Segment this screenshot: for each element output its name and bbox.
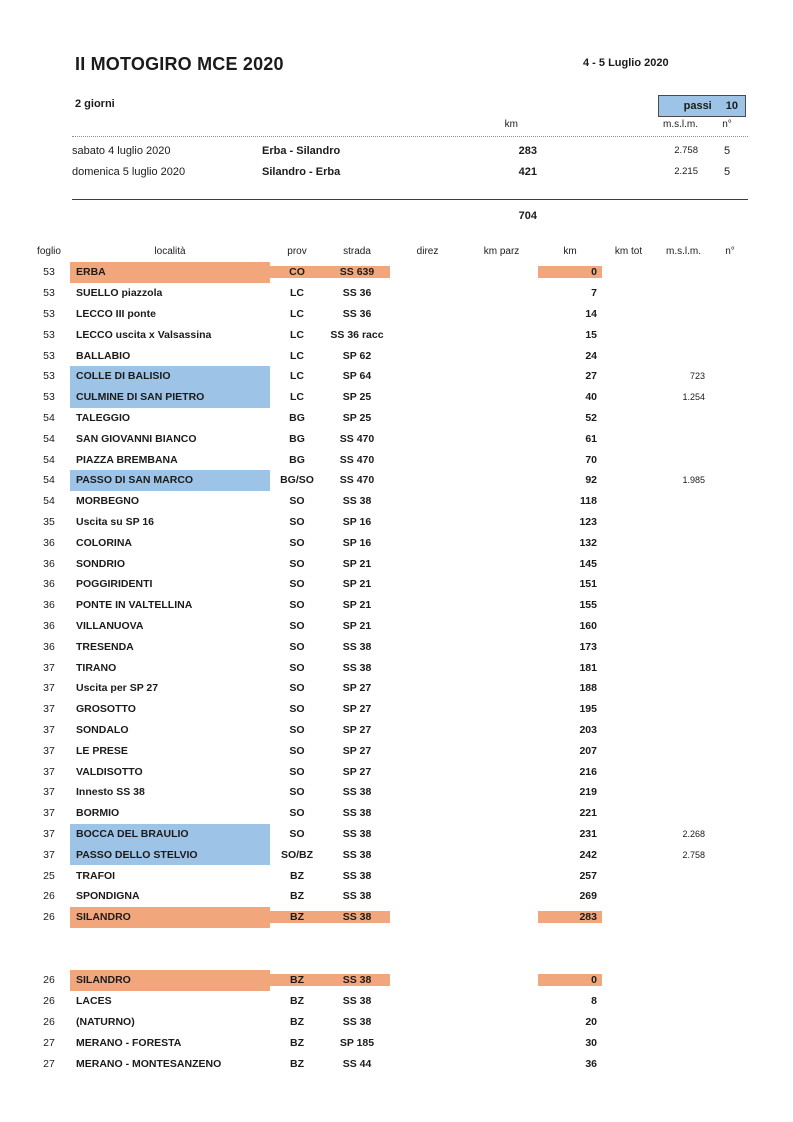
table-row xyxy=(28,345,748,366)
cell-km: 14 xyxy=(585,307,597,320)
cell-prov: SO xyxy=(289,599,305,612)
cell-localita: PONTE IN VALTELLINA xyxy=(76,599,193,612)
cell-km: 155 xyxy=(579,599,597,612)
cell-foglio: 53 xyxy=(43,391,55,404)
cell-km: 145 xyxy=(579,557,597,570)
table-row xyxy=(28,907,748,928)
table-row xyxy=(28,1032,748,1053)
day-passes-count: 5 xyxy=(723,165,731,178)
cell-km: 257 xyxy=(579,869,597,882)
cell-km: 207 xyxy=(579,744,597,757)
cell-prov: SO xyxy=(289,744,305,757)
table-row xyxy=(28,678,748,699)
table-row xyxy=(28,782,748,803)
cell-strada: SP 27 xyxy=(342,744,372,757)
cell-prov: BZ xyxy=(290,869,304,882)
cell-foglio: 35 xyxy=(43,515,55,528)
table-row xyxy=(28,574,748,595)
cell-localita: GROSOTTO xyxy=(76,703,136,716)
total-row xyxy=(72,205,748,226)
cell-km: 242 xyxy=(579,848,597,861)
cell-foglio: 27 xyxy=(43,1036,55,1049)
cell-foglio: 37 xyxy=(43,807,55,820)
day-max-altitude: 2.215 xyxy=(674,166,698,177)
cell-strada: SS 470 xyxy=(339,474,375,487)
cell-km: 27 xyxy=(585,370,597,383)
cell-strada: SS 36 racc xyxy=(330,328,384,341)
table-row xyxy=(28,262,748,283)
cell-strada: SS 470 xyxy=(339,432,375,445)
day-date: sabato 4 luglio 2020 xyxy=(72,144,171,157)
column-header-mslm: m.s.l.m. xyxy=(666,246,701,257)
cell-strada: SS 38 xyxy=(342,848,372,861)
cell-prov: SO xyxy=(289,495,305,508)
cell-km: 188 xyxy=(579,682,597,695)
cell-strada: SP 27 xyxy=(342,765,372,778)
cell-prov: BG/SO xyxy=(280,474,314,487)
cell-strada: SS 36 xyxy=(342,287,372,300)
table-row xyxy=(28,387,748,408)
cell-foglio: 37 xyxy=(43,744,55,757)
cell-prov: BZ xyxy=(290,1015,304,1028)
cell-prov: SO xyxy=(289,765,305,778)
cell-strada: SS 639 xyxy=(324,266,390,278)
cell-localita: Innesto SS 38 xyxy=(76,786,145,799)
date-range: 4 - 5 Luglio 2020 xyxy=(583,57,669,69)
column-header-strada: strada xyxy=(343,246,371,257)
cell-prov: BZ xyxy=(270,974,324,986)
cell-localita: TALEGGIO xyxy=(76,411,131,424)
day-route: Silandro - Erba xyxy=(262,165,341,178)
cell-localita: SPONDIGNA xyxy=(76,890,140,903)
cell-foglio: 53 xyxy=(43,349,55,362)
column-header-km-parz: km parz xyxy=(483,246,520,257)
cell-localita: LECCO III ponte xyxy=(76,307,156,320)
day-route: Erba - Silandro xyxy=(262,144,341,157)
cell-prov: BZ xyxy=(290,1036,304,1049)
cell-foglio: 26 xyxy=(43,890,55,903)
cell-foglio: 53 xyxy=(43,307,55,320)
cell-localita: MERANO - MONTESANZENO xyxy=(76,1057,222,1070)
cell-foglio: 53 xyxy=(43,370,55,383)
cell-strada: SS 38 xyxy=(342,495,372,508)
cell-km: 52 xyxy=(585,411,597,424)
cell-prov: LC xyxy=(290,370,304,383)
passi-label: passi xyxy=(683,100,712,112)
cell-strada: SP 27 xyxy=(342,703,372,716)
cell-prov: SO xyxy=(289,703,305,716)
cell-localita: MORBEGNO xyxy=(76,495,139,508)
cell-strada: SS 38 xyxy=(324,911,390,923)
cell-prov: SO xyxy=(289,640,305,653)
table-row xyxy=(28,304,748,325)
cell-foglio: 36 xyxy=(43,557,55,570)
cell-km: 0 xyxy=(538,974,602,986)
table-row xyxy=(28,1053,748,1074)
day1-waypoint-rows xyxy=(28,262,748,928)
cell-foglio: 54 xyxy=(43,432,55,445)
cell-km: 7 xyxy=(591,287,597,300)
table-row xyxy=(28,324,748,345)
cell-prov: BZ xyxy=(290,1057,304,1070)
cell-strada: SS 38 xyxy=(342,827,372,840)
cell-localita: TRESENDA xyxy=(76,640,134,653)
cell-localita: Uscita per SP 27 xyxy=(76,682,159,695)
cell-strada: SP 16 xyxy=(342,515,372,528)
cell-strada: SP 185 xyxy=(339,1036,375,1049)
cell-foglio: 36 xyxy=(43,536,55,549)
cell-strada: SP 27 xyxy=(342,723,372,736)
cell-localita: VALDISOTTO xyxy=(76,765,143,778)
cell-km: 8 xyxy=(591,995,597,1008)
cell-prov: BG xyxy=(289,453,305,466)
cell-strada: SS 38 xyxy=(342,995,372,1008)
cell-foglio: 54 xyxy=(43,495,55,508)
cell-localita: LECCO uscita x Valsassina xyxy=(76,328,212,341)
cell-localita: Uscita su SP 16 xyxy=(76,515,155,528)
cell-km: 0 xyxy=(538,266,602,278)
cell-strada: SP 16 xyxy=(342,536,372,549)
table-row xyxy=(28,512,748,533)
cell-km: 92 xyxy=(585,474,597,487)
table-row xyxy=(28,824,748,845)
cell-prov: BZ xyxy=(270,911,324,923)
day-passes-count: 5 xyxy=(723,144,731,157)
table-row xyxy=(28,595,748,616)
table-row xyxy=(28,720,748,741)
cell-prov: BZ xyxy=(290,890,304,903)
cell-foglio: 36 xyxy=(43,578,55,591)
day-date: domenica 5 luglio 2020 xyxy=(72,165,186,178)
cell-localita: SAN GIOVANNI BIANCO xyxy=(76,432,197,445)
cell-prov: BG xyxy=(289,411,305,424)
cell-localita: SILANDRO xyxy=(70,907,270,928)
total-divider xyxy=(72,199,748,200)
day-max-altitude: 2.758 xyxy=(674,145,698,156)
cell-strada: SS 44 xyxy=(342,1057,372,1070)
cell-km: 24 xyxy=(585,349,597,362)
column-header-direz: direz xyxy=(416,246,439,257)
cell-localita: BOCCA DEL BRAULIO xyxy=(70,824,270,845)
cell-mslm: 2.758 xyxy=(682,849,705,860)
table-row xyxy=(28,699,748,720)
cell-strada: SP 25 xyxy=(342,411,372,424)
cell-localita: LACES xyxy=(76,995,112,1008)
cell-strada: SP 21 xyxy=(342,619,372,632)
cell-foglio: 27 xyxy=(43,1057,55,1070)
cell-km: 181 xyxy=(579,661,597,674)
table-row xyxy=(28,553,748,574)
table-row xyxy=(28,366,748,387)
cell-strada: SP 27 xyxy=(342,682,372,695)
cell-foglio: 53 xyxy=(43,266,55,279)
cell-km: 123 xyxy=(579,515,597,528)
cell-strada: SS 38 xyxy=(342,786,372,799)
table-row xyxy=(28,470,748,491)
cell-km: 269 xyxy=(579,890,597,903)
cell-prov: SO xyxy=(289,515,305,528)
cell-localita: SILANDRO xyxy=(70,970,270,991)
cell-prov: LC xyxy=(290,287,304,300)
unit-n-label: n° xyxy=(722,118,732,130)
table-row xyxy=(28,636,748,657)
cell-localita: VILLANUOVA xyxy=(76,619,144,632)
passi-box xyxy=(658,95,746,117)
cell-foglio: 37 xyxy=(43,786,55,799)
cell-prov: BG xyxy=(289,432,305,445)
cell-prov: SO xyxy=(289,786,305,799)
cell-foglio: 26 xyxy=(43,911,55,924)
cell-localita: SONDALO xyxy=(76,723,129,736)
cell-km: 203 xyxy=(579,723,597,736)
day-km: 421 xyxy=(518,165,537,178)
cell-km: 20 xyxy=(585,1015,597,1028)
column-header-prov: prov xyxy=(287,246,307,257)
day2-waypoint-rows xyxy=(28,970,748,1074)
cell-foglio: 26 xyxy=(43,995,55,1008)
dotted-divider xyxy=(72,136,748,137)
cell-km: 195 xyxy=(579,703,597,716)
summary-days xyxy=(72,140,748,182)
page-title: II MOTOGIRO MCE 2020 xyxy=(75,54,284,74)
cell-foglio: 53 xyxy=(43,287,55,300)
cell-localita: COLLE DI BALISIO xyxy=(70,366,270,387)
cell-mslm: 1.254 xyxy=(682,392,705,403)
cell-localita: SUELLO piazzola xyxy=(76,287,163,300)
cell-foglio: 36 xyxy=(43,599,55,612)
table-row xyxy=(28,803,748,824)
cell-foglio: 36 xyxy=(43,619,55,632)
cell-foglio: 26 xyxy=(43,974,55,987)
cell-foglio: 54 xyxy=(43,453,55,466)
column-header-foglio: foglio xyxy=(37,246,61,257)
units-row xyxy=(72,116,748,132)
cell-strada: SP 62 xyxy=(342,349,372,362)
table-row xyxy=(28,970,748,991)
cell-km: 160 xyxy=(579,619,597,632)
cell-prov: LC xyxy=(290,391,304,404)
cell-foglio: 36 xyxy=(43,640,55,653)
table-row xyxy=(28,844,748,865)
cell-prov: SO xyxy=(289,807,305,820)
cell-strada: SS 38 xyxy=(342,890,372,903)
table-row xyxy=(28,991,748,1012)
table-row xyxy=(28,761,748,782)
cell-foglio: 37 xyxy=(43,827,55,840)
cell-prov: SO xyxy=(289,619,305,632)
cell-localita: SONDRIO xyxy=(76,557,126,570)
cell-prov: SO xyxy=(289,827,305,840)
duration-label: 2 giorni xyxy=(75,98,115,110)
cell-mslm: 1.985 xyxy=(682,475,705,486)
table-row xyxy=(28,1012,748,1033)
cell-km: 61 xyxy=(585,432,597,445)
unit-km-label: km xyxy=(504,118,518,130)
cell-strada: SP 25 xyxy=(342,391,372,404)
cell-foglio: 54 xyxy=(43,474,55,487)
cell-prov: SO xyxy=(289,682,305,695)
cell-foglio: 26 xyxy=(43,1015,55,1028)
passi-value: 10 xyxy=(725,100,738,112)
cell-mslm: 723 xyxy=(689,371,705,382)
day-km: 283 xyxy=(518,144,537,157)
cell-foglio: 37 xyxy=(43,682,55,695)
cell-foglio: 53 xyxy=(43,328,55,341)
table-row xyxy=(28,428,748,449)
table-header xyxy=(28,243,748,260)
cell-localita: POGGIRIDENTI xyxy=(76,578,153,591)
cell-strada: SS 38 xyxy=(342,869,372,882)
cell-km: 231 xyxy=(579,827,597,840)
cell-localita: LE PRESE xyxy=(76,744,128,757)
cell-localita: CULMINE DI SAN PIETRO xyxy=(70,387,270,408)
cell-km: 15 xyxy=(585,328,597,341)
cell-prov: SO xyxy=(289,578,305,591)
cell-km: 219 xyxy=(579,786,597,799)
cell-localita: BALLABIO xyxy=(76,349,131,362)
cell-prov: SO xyxy=(289,661,305,674)
cell-strada: SS 38 xyxy=(342,640,372,653)
cell-km: 151 xyxy=(579,578,597,591)
cell-foglio: 37 xyxy=(43,765,55,778)
cell-km: 132 xyxy=(579,536,597,549)
cell-strada: SP 21 xyxy=(342,578,372,591)
table-row xyxy=(28,865,748,886)
cell-prov: LC xyxy=(290,328,304,341)
cell-localita: TIRANO xyxy=(76,661,117,674)
cell-prov: BZ xyxy=(290,995,304,1008)
table-row xyxy=(28,616,748,637)
summary-day-row xyxy=(72,140,748,161)
cell-mslm: 2.268 xyxy=(682,828,705,839)
cell-localita: ERBA xyxy=(70,262,270,283)
cell-foglio: 37 xyxy=(43,703,55,716)
cell-km: 283 xyxy=(538,911,602,923)
cell-strada: SP 64 xyxy=(342,370,372,383)
cell-km: 70 xyxy=(585,453,597,466)
cell-km: 118 xyxy=(580,495,597,508)
table-row xyxy=(28,449,748,470)
cell-localita: MERANO - FORESTA xyxy=(76,1036,182,1049)
cell-km: 30 xyxy=(585,1036,597,1049)
cell-prov: SO/BZ xyxy=(280,848,314,861)
column-header-n: n° xyxy=(725,246,735,257)
cell-strada: SS 38 xyxy=(342,807,372,820)
table-row xyxy=(28,657,748,678)
cell-foglio: 37 xyxy=(43,723,55,736)
cell-localita: PASSO DI SAN MARCO xyxy=(70,470,270,491)
cell-strada: SS 38 xyxy=(342,661,372,674)
cell-prov: SO xyxy=(289,723,305,736)
table-row xyxy=(28,740,748,761)
cell-strada: SS 36 xyxy=(342,307,372,320)
cell-localita: COLORINA xyxy=(76,536,132,549)
cell-km: 221 xyxy=(579,807,597,820)
cell-foglio: 25 xyxy=(43,869,55,882)
cell-km: 173 xyxy=(579,640,597,653)
cell-localita: PIAZZA BREMBANA xyxy=(76,453,178,466)
cell-strada: SS 38 xyxy=(324,974,390,986)
cell-foglio: 54 xyxy=(43,411,55,424)
cell-km: 40 xyxy=(585,391,597,404)
table-row xyxy=(28,886,748,907)
cell-prov: SO xyxy=(289,536,305,549)
cell-strada: SS 38 xyxy=(342,1015,372,1028)
column-header-km: km xyxy=(563,246,577,257)
cell-localita: TRAFOI xyxy=(76,869,116,882)
cell-strada: SP 21 xyxy=(342,557,372,570)
cell-km: 36 xyxy=(585,1057,597,1070)
cell-strada: SP 21 xyxy=(342,599,372,612)
table-row xyxy=(28,283,748,304)
cell-foglio: 37 xyxy=(43,661,55,674)
table-row xyxy=(28,408,748,429)
table-row xyxy=(28,491,748,512)
cell-prov: CO xyxy=(270,266,324,278)
cell-km: 216 xyxy=(579,765,597,778)
total-km: 704 xyxy=(518,209,537,222)
column-header-km-tot: km tot xyxy=(614,246,643,257)
cell-prov: LC xyxy=(290,307,304,320)
cell-localita: (NATURNO) xyxy=(76,1015,135,1028)
cell-prov: LC xyxy=(290,349,304,362)
summary-day-row xyxy=(72,161,748,182)
table-row xyxy=(28,532,748,553)
cell-localita: PASSO DELLO STELVIO xyxy=(70,844,270,865)
unit-mslm-label: m.s.l.m. xyxy=(663,118,698,130)
cell-strada: SS 470 xyxy=(339,453,375,466)
column-header-localita: località xyxy=(154,246,186,257)
cell-localita: BORMIO xyxy=(76,807,120,820)
cell-prov: SO xyxy=(289,557,305,570)
cell-foglio: 37 xyxy=(43,848,55,861)
